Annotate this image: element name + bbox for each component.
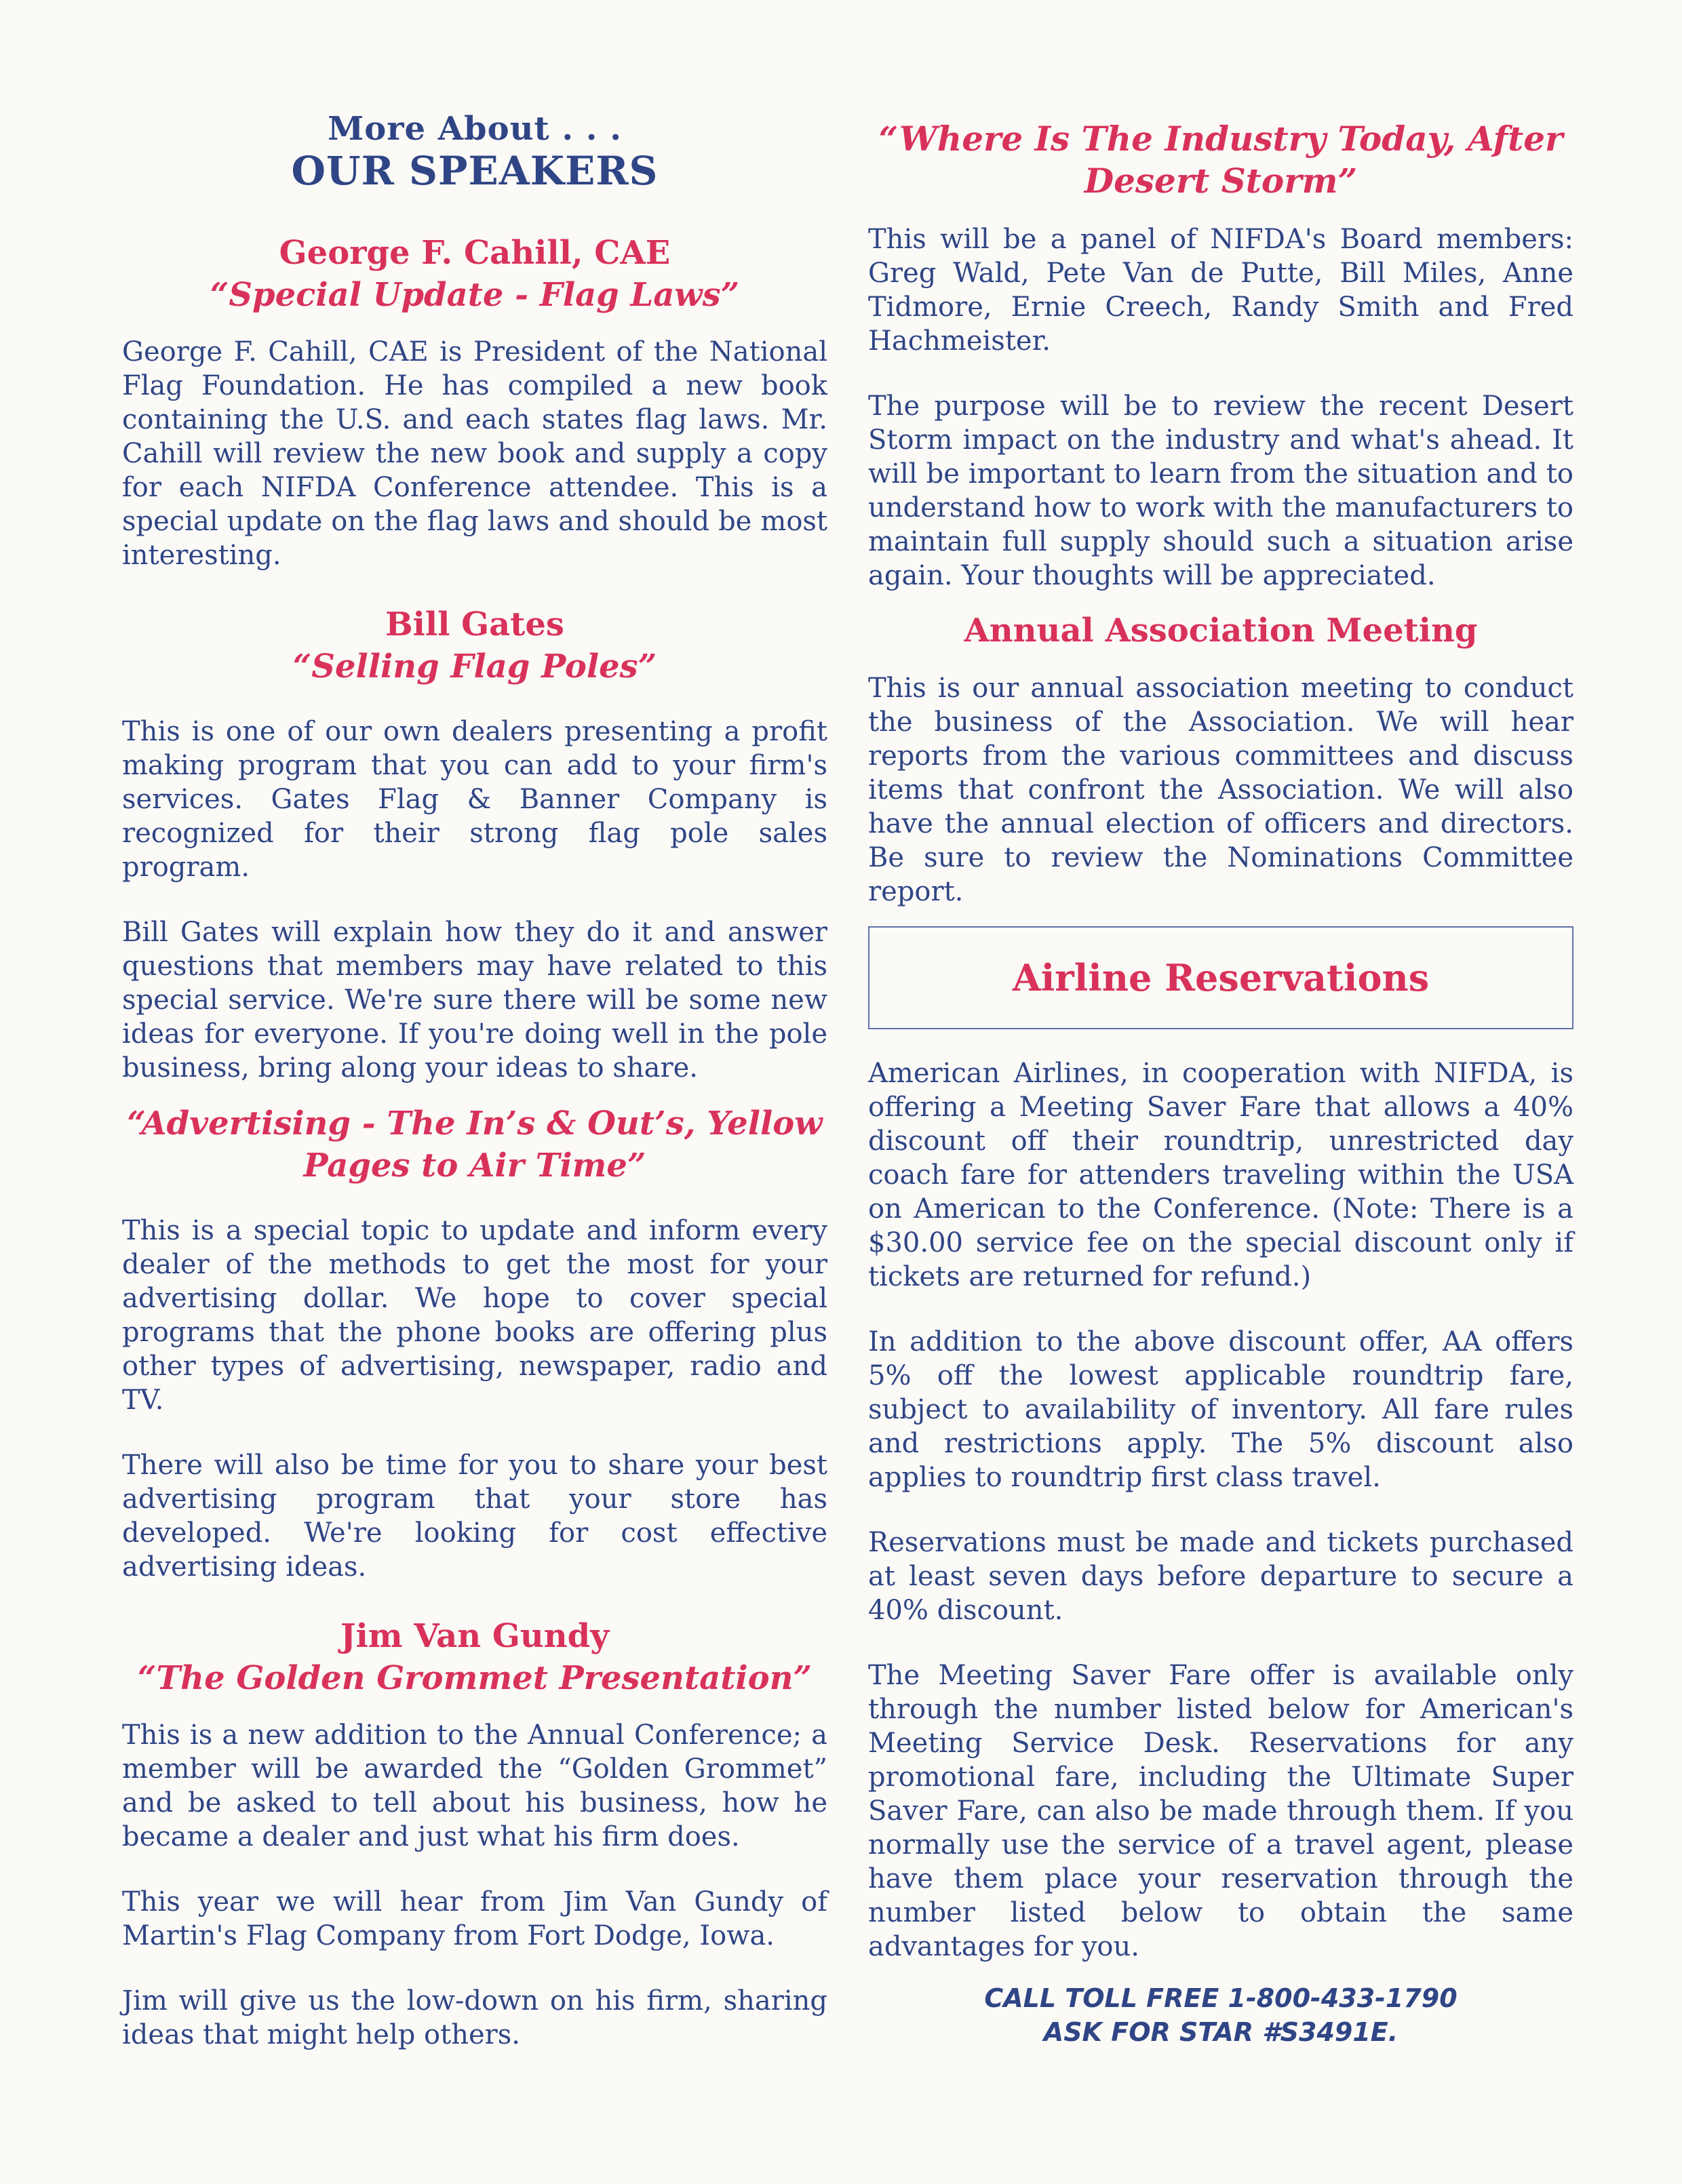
more-about-label: More About . . .: [328, 110, 622, 148]
speaker-topic: “Special Update - Flag Laws”: [210, 276, 740, 314]
meeting-heading: Annual Association Meeting: [964, 612, 1478, 650]
topic-industry: [868, 118, 1573, 593]
speaker-name: George F. Cahill, CAE: [279, 234, 671, 272]
toll-free-number: CALL TOLL FREE 1-800-433-1790: [984, 1983, 1458, 2013]
session-topic: “Where Is The Industry Today, After Desert Storm”: [878, 119, 1563, 201]
speaker-cahill: [122, 232, 827, 572]
topic-advertising: [122, 1103, 827, 1584]
speaker-vangundy: [122, 1615, 827, 2052]
speaker-description: George F. Cahill, CAE is President of the National Flag Foundation. He has compiled a new book containing the U.S. and each states flag laws. Mr. Cahill will review the new book and supply a copy for each NIFDA Conference attendee. This is a special update on the flag laws and should be most interesting.: [122, 336, 827, 571]
airline-paragraph: Reservations must be made and tickets purchased at least seven days before departure to secure a 40% discount.: [868, 1527, 1573, 1626]
our-speakers-title: OUR SPEAKERS: [291, 148, 659, 194]
session-description: There will also be time for you to share your best advertising program that your store has developed. We're looking for cost effective advertising ideas.: [122, 1450, 827, 1583]
airline-heading-box: [868, 926, 1573, 1029]
session-topic: “Advertising - The In’s & Out’s, Yellow Pages to Air Time”: [127, 1105, 823, 1185]
airline-paragraph: American Airlines, in cooperation with NIFDA, is offering a Meeting Saver Fare that allows a 40% discount off their roundtrip, unrestricted day coach fare for attenders traveling within the USA on American to the Conference. (Note: There is a $30.00 service fee on the special discount only if tickets are returned for refund.): [868, 1058, 1573, 1292]
airline-paragraph: The Meeting Saver Fare offer is available only through the number listed below for American's Meeting Service Desk. Reservations for any promotional fare, including the Ultimate Super Saver Fare, can also be made through them. If you normally use the service of a travel agent, please have them place your reservation through the number listed below to obtain the same advantages for you.: [868, 1660, 1573, 1962]
session-description: The purpose will be to review the recent Desert Storm impact on the industry and what's ahead. It will be important to learn from the situation and to understand how to work with the manufacturers to maintain full supply should such a situation arise again. Your thoughts will be appreciated.: [868, 391, 1573, 591]
speaker-description: This year we will hear from Jim Van Gundy of Martin's Flag Company from Fort Dodge, Iowa.: [122, 1886, 827, 1951]
session-description: This will be a panel of NIFDA's Board members: Greg Wald, Pete Van de Putte, Bill Miles, Anne Tidmore, Ernie Creech, Randy Smith and Fred Hachmeister.: [868, 224, 1573, 357]
airline-paragraph: In addition to the above discount offer, AA offers 5% off the lowest applicable roundtrip fare, subject to availability of inventory. All fare rules and restrictions apply. The 5% discount also applies to roundtrip first class travel.: [868, 1326, 1573, 1493]
airline-heading: Airline Reservations: [1012, 956, 1430, 999]
speaker-topic: “The Golden Grommet Presentation”: [137, 1659, 813, 1697]
speaker-gates: [122, 603, 827, 1085]
speaker-name: Bill Gates: [385, 605, 564, 643]
speaker-description: Bill Gates will explain how they do it and answer questions that members may have related to this special service. We're sure there will be some new ideas for everyone. If you're doing well in the pole business, bring along your ideas to share.: [122, 917, 827, 1084]
star-code: ASK FOR STAR #S3491E.: [1043, 2017, 1399, 2047]
speaker-description: This is a new addition to the Annual Conference; a member will be awarded the “Golden Grommet” and be asked to tell about his business, how he became a dealer and just what his firm does.: [122, 1720, 827, 1852]
speaker-topic: “Selling Flag Poles”: [292, 648, 657, 686]
right-column: [868, 102, 1573, 2049]
meeting-description: This is our annual association meeting to conduct the business of the Association. We will hear reports from the various committees and discuss items that confront the Association. We will also have the annual election of officers and directors. Be sure to review the Nominations Committee report.: [868, 673, 1573, 907]
annual-meeting: [868, 610, 1573, 909]
speaker-description: This is one of our own dealers presenting a profit making program that you can add to your firm's services. Gates Flag & Banner Company is recognized for their strong flag pole sales program.: [122, 716, 827, 883]
speaker-name: Jim Van Gundy: [340, 1617, 610, 1655]
speaker-description: Jim will give us the low-down on his firm, sharing ideas that might help others.: [122, 1985, 827, 2050]
session-description: This is a special topic to update and inform every dealer of the methods to get the most for your advertising dollar. We hope to cover special programs that the phone books are offering plus other types of advertising, newspaper, radio and TV.: [122, 1215, 827, 1416]
left-column: [122, 102, 827, 2083]
airline-reservations: [868, 926, 1573, 2049]
